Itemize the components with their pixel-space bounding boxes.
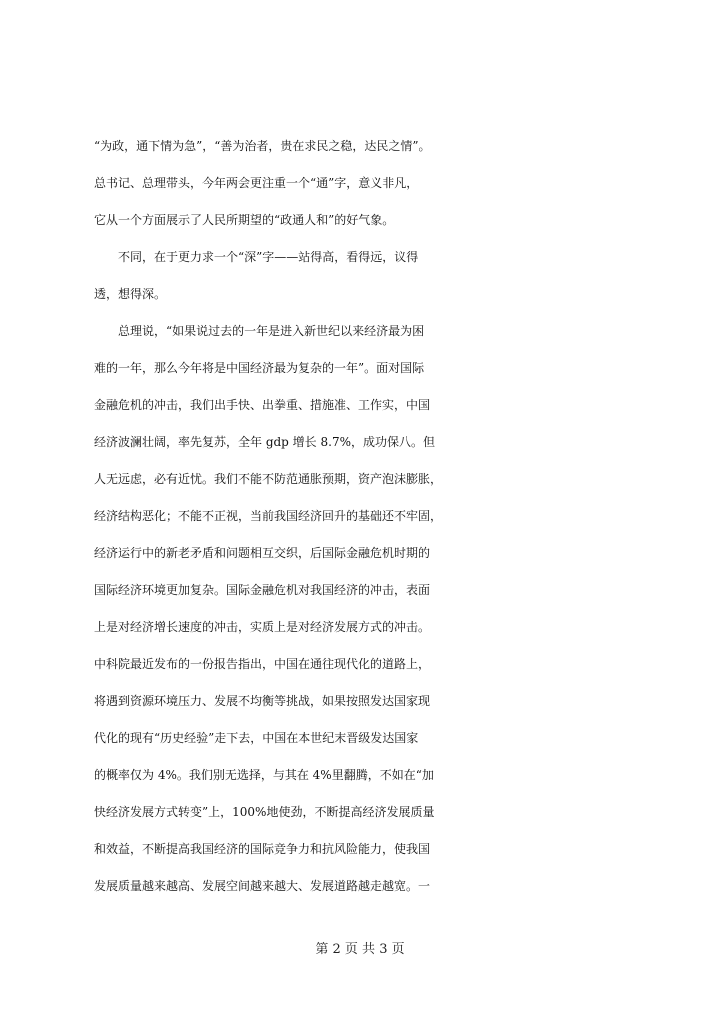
text-line: 代化的现有“历史经验”走下去，中国在本世纪末晋级发达国家 [94, 731, 419, 745]
body-text [94, 128, 664, 905]
text-line: 人无远虑，必有近忧。我们不能不防范通胀预期，资产泡沫膨胀， [94, 472, 443, 486]
text-line: 快经济发展方式转变”上，100%地使劲，不断提高经济发展质量 [94, 805, 435, 819]
text-line: 发展质量越来越高、发展空间越来越大、发展道路越走越宽。一 [94, 879, 431, 893]
text-line: 上是对经济增长速度的冲击，实质上是对经济发展方式的冲击。 [94, 620, 431, 634]
text-line: 国际经济环境更加复杂。国际金融危机对我国经济的冲击，表面 [94, 583, 431, 597]
text-line: 不同，在于更力求一个“深”字——站得高，看得远，议得 [94, 250, 419, 264]
text-line: 经济结构恶化；不能不正视，当前我国经济回升的基础还不牢固， [94, 509, 443, 523]
page-number-footer: 第 2 页 共 3 页 [315, 942, 405, 957]
text-line: 的概率仅为 4%。我们别无选择，与其在 4%里翻腾，不如在“加 [94, 768, 434, 782]
text-line: 它从一个方面展示了人民所期望的“政通人和”的好气象。 [94, 213, 395, 227]
text-line: 经济运行中的新老矛盾和问题相互交织，后国际金融危机时期的 [94, 546, 431, 560]
text-line: 总书记、总理带头，今年两会更注重一个“通”字，意义非凡， [94, 176, 419, 190]
text-line: 透，想得深。 [94, 287, 167, 301]
text-line: 总理说，“如果说过去的一年是进入新世纪以来经济最为困 [94, 324, 425, 338]
text-line: 和效益，不断提高我国经济的国际竞争力和抗风险能力，使我国 [94, 842, 431, 856]
text-line: 经济波澜壮阔，率先复苏，全年 gdp 增长 8.7%，成功保八。但 [94, 435, 435, 449]
text-line: “为政，通下情为急”，“善为治者，贵在求民之稳，达民之情”。 [94, 139, 431, 153]
text-line: 难的一年，那么今年将是中国经济最为复杂的一年”。面对国际 [94, 361, 425, 375]
text-line: 金融危机的冲击，我们出手快、出拳重、措施准、工作实，中国 [94, 398, 431, 412]
text-line: 中科院最近发布的一份报告指出，中国在通往现代化的道路上， [94, 657, 431, 671]
text-line: 将遇到资源环境压力、发展不均衡等挑战，如果按照发达国家现 [94, 694, 431, 708]
